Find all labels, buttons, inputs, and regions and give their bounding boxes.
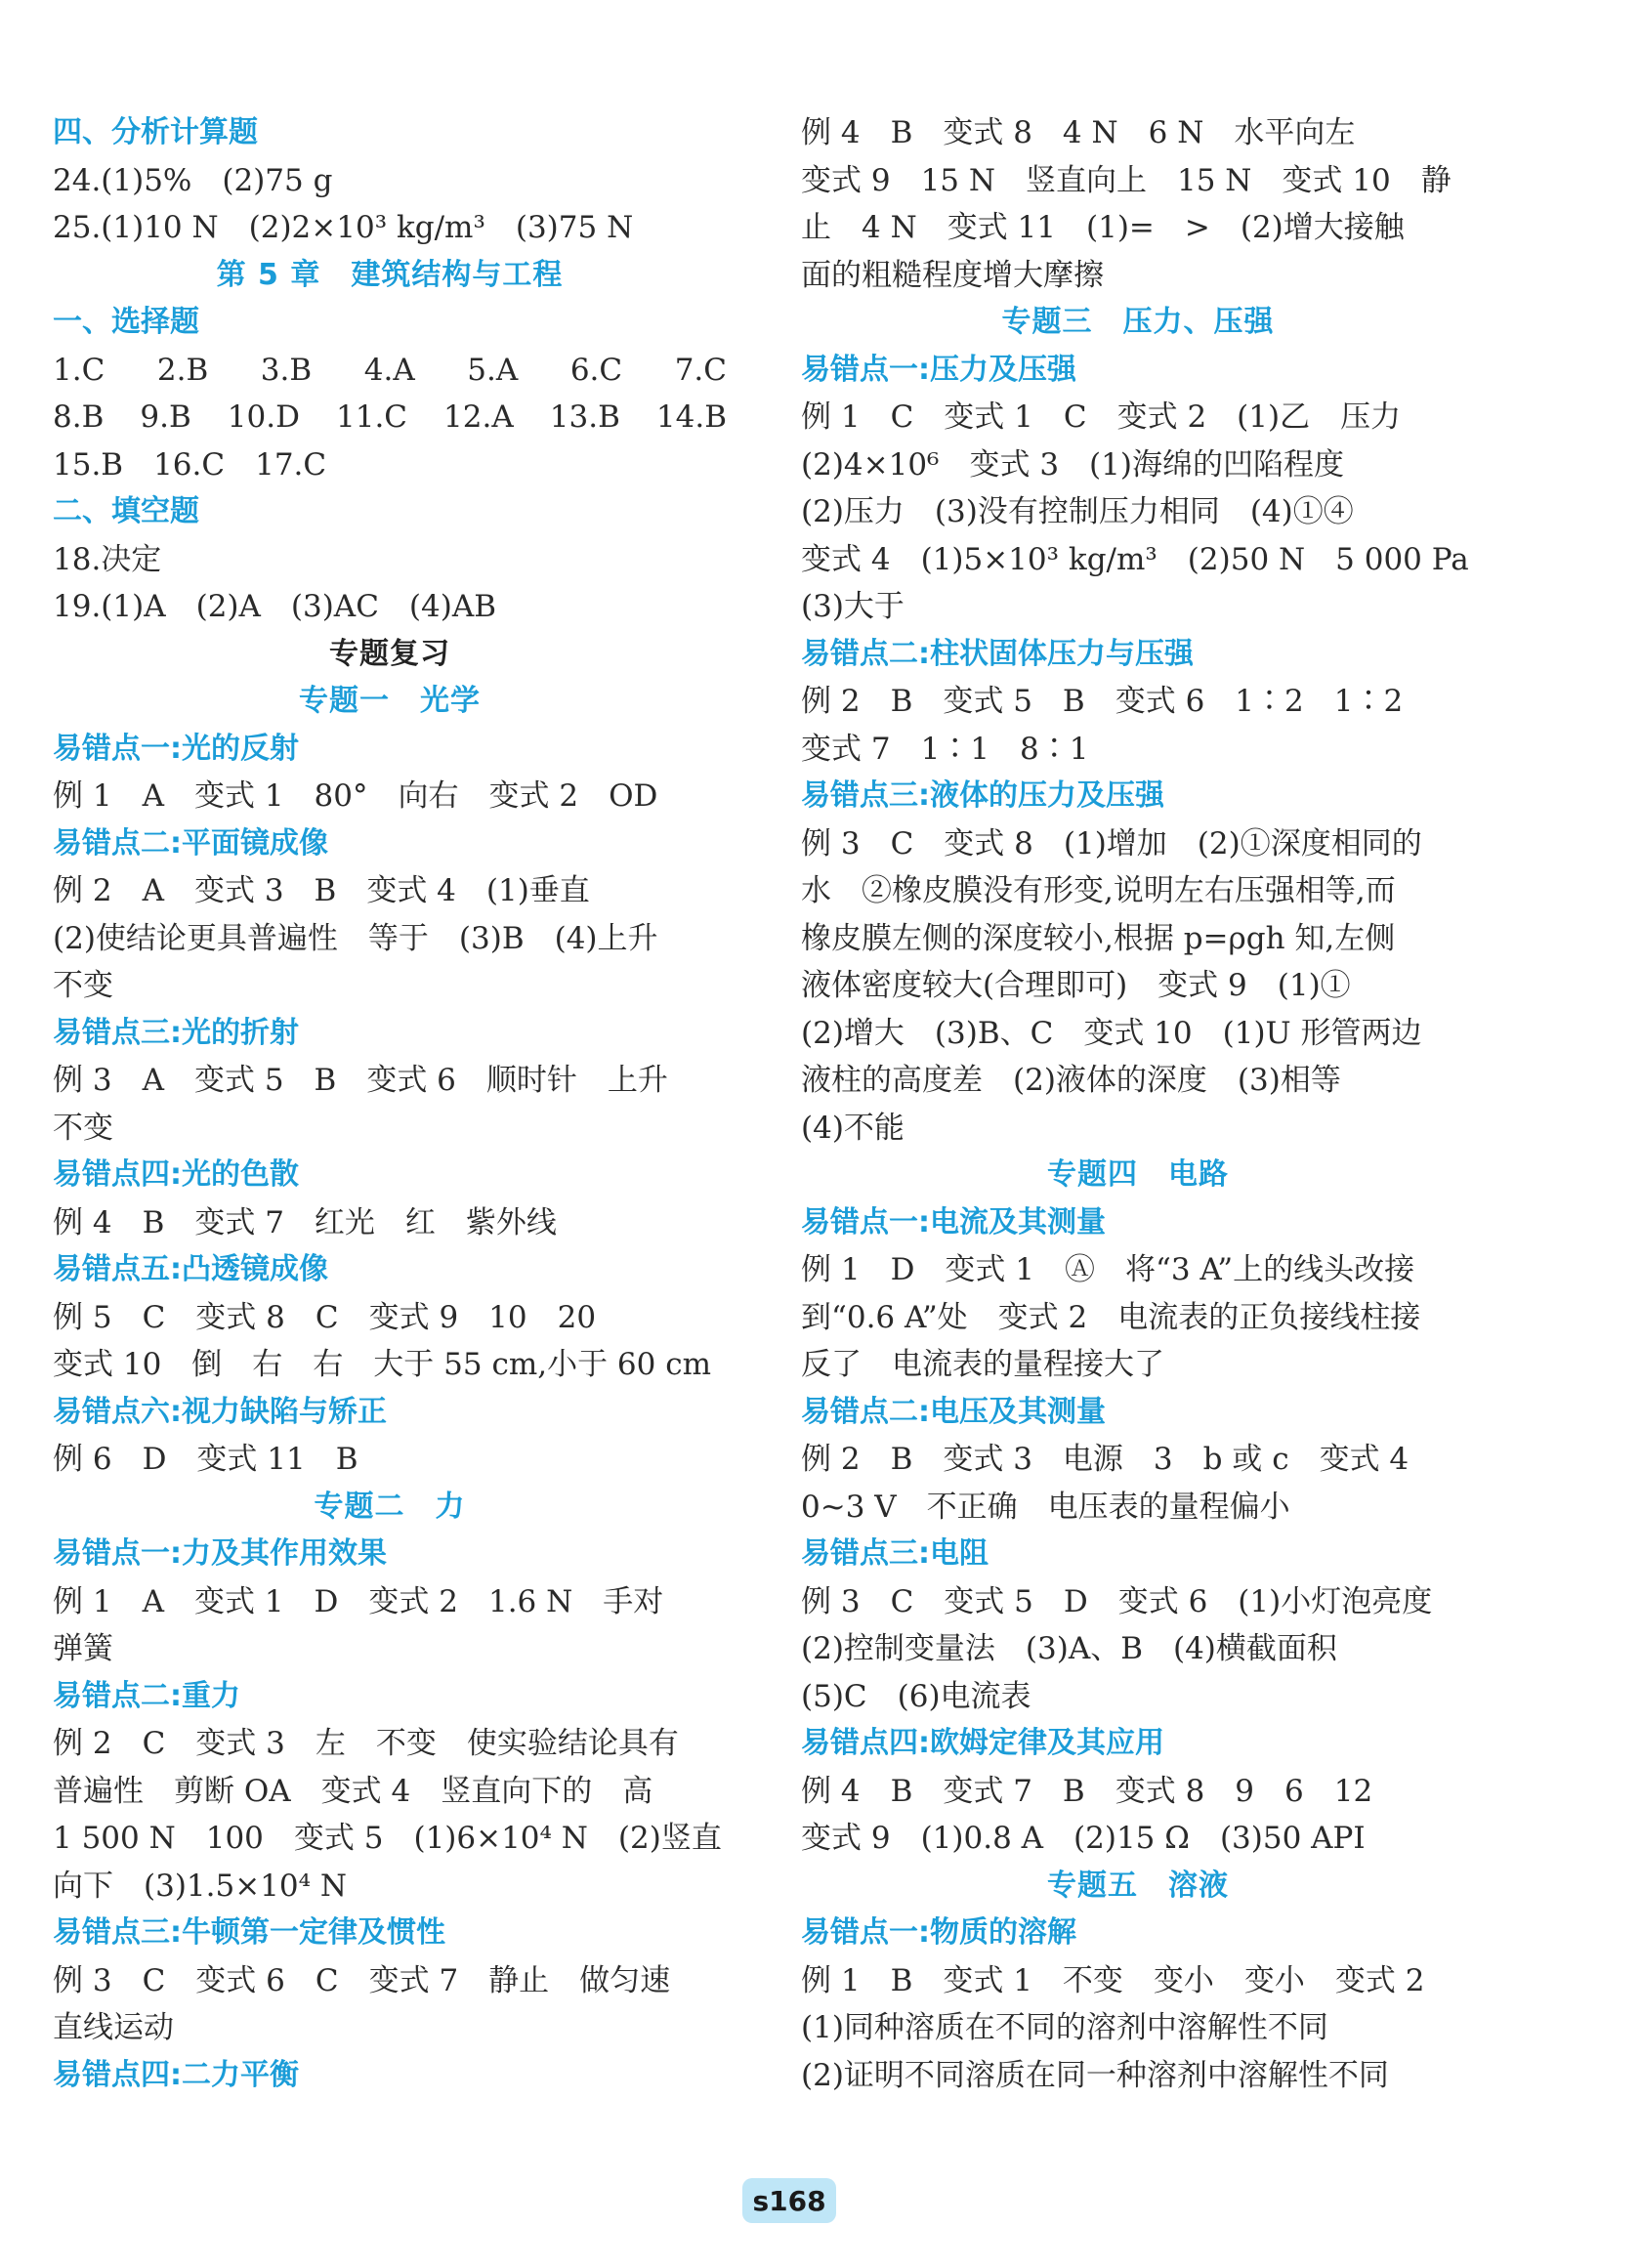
section-heading: 易错点三:液体的压力及压强 <box>801 778 1164 813</box>
answer-line: 不变 <box>53 1110 113 1146</box>
answer-line: 向下 (3)1.5×10⁴ N <box>53 1868 348 1904</box>
section-heading: 易错点一:压力及压强 <box>801 352 1076 387</box>
section-heading: 一、选择题 <box>53 305 199 339</box>
chapter-heading: 专题二 力 <box>314 1489 466 1524</box>
answer-line: 8.B 9.B 10.D 11.C 12.A 13.B 14.B <box>53 399 727 435</box>
answer-line: 普遍性 剪断 OA 变式 4 竖直向下的 高 <box>53 1773 653 1809</box>
answer-line: 1 500 N 100 变式 5 (1)6×10⁴ N (2)竖直 <box>53 1821 722 1856</box>
section-heading: 四、分析计算题 <box>53 115 258 149</box>
answer-line: 变式 9 15 N 竖直向上 15 N 变式 10 静 <box>801 162 1452 198</box>
answer-line: (2)4×10⁶ 变式 3 (1)海绵的凹陷程度 <box>801 446 1344 483</box>
answer-line: 例 3 C 变式 8 (1)增加 (2)①深度相同的 <box>801 825 1422 861</box>
review-heading: 专题复习 <box>329 636 450 671</box>
right-column <box>801 109 1475 2099</box>
answer-line: 液柱的高度差 (2)液体的深度 (3)相等 <box>801 1063 1341 1098</box>
section-heading: 易错点六:视力缺陷与矫正 <box>53 1394 387 1429</box>
answer-line: 变式 7 1∶1 8∶1 <box>801 731 1089 767</box>
answer-line: 弹簧 <box>53 1631 113 1666</box>
answer-line: 0~3 V 不正确 电压表的量程偏小 <box>801 1489 1290 1525</box>
answer-line: 例 1 B 变式 1 不变 变小 变小 变式 2 <box>801 1962 1425 1998</box>
answer-line: 例 1 C 变式 1 C 变式 2 (1)乙 压力 <box>801 399 1402 435</box>
section-heading: 易错点五:凸透镜成像 <box>53 1252 328 1286</box>
answer-line: 15.B 16.C 17.C <box>53 446 327 483</box>
answer-line: 例 4 B 变式 8 4 N 6 N 水平向左 <box>801 115 1356 150</box>
answer-line: (1)同种溶质在不同的溶剂中溶解性不同 <box>801 2010 1328 2045</box>
answer-line: 面的粗糙程度增大摩擦 <box>801 257 1104 293</box>
answer-line: (2)压力 (3)没有控制压力相同 (4)①④ <box>801 494 1354 529</box>
answer-line: 例 2 A 变式 3 B 变式 4 (1)垂直 <box>53 873 590 908</box>
section-heading: 易错点二:电压及其测量 <box>801 1394 1106 1429</box>
answer-line: 例 1 A 变式 1 D 变式 2 1.6 N 手对 <box>53 1583 664 1619</box>
answer-line: 例 2 B 变式 3 电源 3 b 或 c 变式 4 <box>801 1442 1410 1477</box>
answer-line: 例 1 D 变式 1 Ⓐ 将“3 A”上的线头改接 <box>801 1252 1415 1287</box>
answer-line: 例 3 C 变式 5 D 变式 6 (1)小灯泡亮度 <box>801 1583 1433 1619</box>
section-heading: 易错点三:光的折射 <box>53 1015 299 1050</box>
left-column <box>53 109 727 2099</box>
answer-line: 例 2 B 变式 5 B 变式 6 1∶2 1∶2 <box>801 684 1404 719</box>
answer-line: 24.(1)5% (2)75 g <box>53 162 333 198</box>
answer-line: 例 3 C 变式 6 C 变式 7 静止 做匀速 <box>53 1962 671 1998</box>
chapter-heading: 专题三 压力、压强 <box>1001 305 1275 339</box>
section-heading: 易错点四:光的色散 <box>53 1157 299 1192</box>
answer-line: 变式 9 (1)0.8 A (2)15 Ω (3)50 API <box>801 1821 1366 1856</box>
section-heading: 易错点二:重力 <box>53 1678 240 1713</box>
section-heading: 易错点一:力及其作用效果 <box>53 1536 387 1571</box>
answer-line: 水 ②橡皮膜没有形变,说明左右压强相等,而 <box>801 873 1396 908</box>
answer-line: (4)不能 <box>801 1110 905 1146</box>
section-heading: 二、填空题 <box>53 494 199 528</box>
answer-line: (2)增大 (3)B、C 变式 10 (1)U 形管两边 <box>801 1015 1422 1051</box>
chapter-heading: 专题五 溶液 <box>1047 1868 1229 1903</box>
answer-line: 止 4 N 变式 11 (1)= > (2)增大接触 <box>801 210 1405 245</box>
section-heading: 易错点三:电阻 <box>801 1536 989 1571</box>
section-heading: 易错点二:柱状固体压力与压强 <box>801 636 1194 671</box>
answer-line: 到“0.6 A”处 变式 2 电流表的正负接线柱接 <box>801 1299 1421 1335</box>
answer-line: 直线运动 <box>53 2010 174 2045</box>
answer-line: 18.决定 <box>53 541 162 577</box>
section-heading: 易错点一:光的反射 <box>53 731 299 766</box>
section-heading: 易错点四:二力平衡 <box>53 2057 299 2092</box>
answer-line: 不变 <box>53 968 113 1003</box>
section-heading: 易错点四:欧姆定律及其应用 <box>801 1726 1164 1760</box>
answer-line: 反了 电流表的量程接大了 <box>801 1347 1164 1382</box>
chapter-heading: 专题四 电路 <box>1047 1157 1229 1192</box>
answer-line: 变式 10 倒 右 右 大于 55 cm,小于 60 cm <box>53 1347 711 1382</box>
answer-line: 例 6 D 变式 11 B <box>53 1442 358 1477</box>
answer-line: 例 3 A 变式 5 B 变式 6 顺时针 上升 <box>53 1063 668 1098</box>
section-heading: 易错点三:牛顿第一定律及惯性 <box>53 1915 445 1950</box>
answer-line: 例 5 C 变式 8 C 变式 9 10 20 <box>53 1299 597 1335</box>
chapter-heading: 第 5 章 建筑结构与工程 <box>216 257 564 292</box>
section-heading: 易错点一:电流及其测量 <box>801 1204 1106 1239</box>
answer-line: 例 4 B 变式 7 红光 红 紫外线 <box>53 1204 557 1240</box>
page-number-badge: s168 <box>742 2178 836 2223</box>
answer-line: 例 4 B 变式 7 B 变式 8 9 6 12 <box>801 1773 1373 1809</box>
answer-line: (2)使结论更具普遍性 等于 (3)B (4)上升 <box>53 920 658 956</box>
answer-line: 例 1 A 变式 1 80° 向右 变式 2 OD <box>53 778 658 814</box>
answer-line: (2)控制变量法 (3)A、B (4)横截面积 <box>801 1631 1337 1666</box>
section-heading: 易错点二:平面镜成像 <box>53 825 328 861</box>
answer-line: 19.(1)A (2)A (3)AC (4)AB <box>53 589 496 624</box>
answer-line: 液体密度较大(合理即可) 变式 9 (1)① <box>801 968 1351 1003</box>
answer-line: (2)证明不同溶质在同一种溶剂中溶解性不同 <box>801 2057 1389 2093</box>
section-heading: 易错点一:物质的溶解 <box>801 1915 1076 1950</box>
answer-line: (5)C (6)电流表 <box>801 1678 1031 1714</box>
answer-line: (3)大于 <box>801 589 905 624</box>
answer-line: 1.C 2.B 3.B 4.A 5.A 6.C 7.C <box>53 352 727 388</box>
answer-line: 25.(1)10 N (2)2×10³ kg/m³ (3)75 N <box>53 210 634 245</box>
chapter-heading: 专题一 光学 <box>299 684 481 718</box>
answer-line: 橡皮膜左侧的深度较小,根据 p=ρgh 知,左侧 <box>801 920 1396 956</box>
answer-line: 变式 4 (1)5×10³ kg/m³ (2)50 N 5 000 Pa <box>801 541 1469 577</box>
answer-line: 例 2 C 变式 3 左 不变 使实验结论具有 <box>53 1726 679 1761</box>
